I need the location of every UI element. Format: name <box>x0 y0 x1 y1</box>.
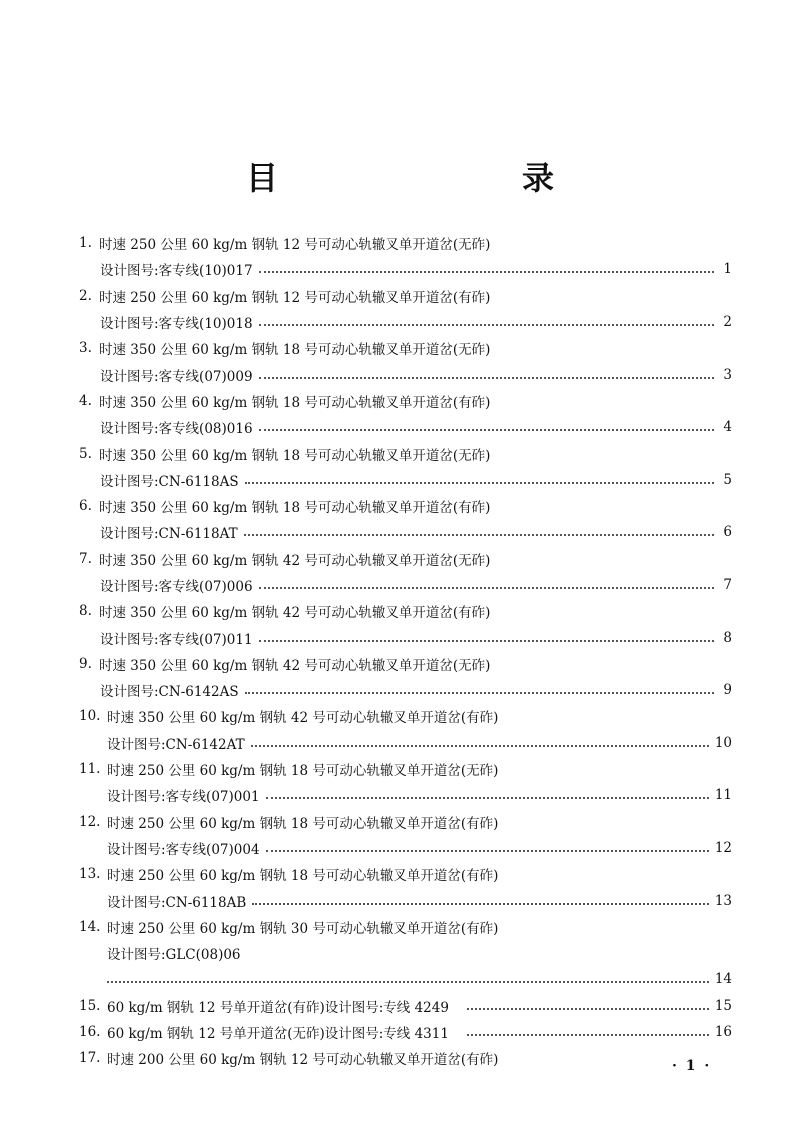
dot-leader <box>251 731 709 747</box>
toc-entry-number: 12. <box>79 813 101 830</box>
dot-leader <box>259 363 714 379</box>
page-number[interactable]: 12 <box>714 839 732 856</box>
toc-entry-drawing <box>79 309 732 335</box>
drawing-number: 设计图号:客专线(07)009 <box>100 368 253 385</box>
toc-entry-number: 13. <box>79 866 101 883</box>
page-number[interactable]: 15 <box>714 997 732 1014</box>
toc-entry-number: 17. <box>79 1050 101 1067</box>
drawing-number: 设计图号:客专线(10)018 <box>100 316 253 333</box>
toc-entry-name[interactable]: 60 kg/m 钢轨 12 号单开道岔(无砟)设计图号:专线 4311 <box>107 1026 449 1043</box>
drawing-number: 设计图号:客专线(07)006 <box>100 579 253 595</box>
toc-entry-number: 16. <box>79 1024 101 1041</box>
page-number[interactable]: 1 <box>723 261 732 278</box>
toc-entry-number: 3. <box>79 340 92 357</box>
toc-entry-name[interactable]: 时速 350 公里 60 kg/m 钢轨 42 号可动心轨辙叉单开道岔(无砟) <box>99 552 491 569</box>
toc-entry-drawing <box>79 256 732 282</box>
page-folio: · 1 · <box>672 1058 712 1074</box>
toc-entry-title <box>79 598 732 624</box>
page-number[interactable]: 5 <box>723 471 732 488</box>
dot-leader <box>259 257 714 273</box>
page-number[interactable]: 14 <box>714 971 732 988</box>
page-number[interactable]: 9 <box>723 682 732 699</box>
toc-entry-title <box>79 861 732 887</box>
dot-leader <box>259 415 714 431</box>
toc-entry-drawing <box>79 677 732 703</box>
toc-entry-name[interactable]: 时速 350 公里 60 kg/m 钢轨 18 号可动心轨辙叉单开道岔(有砟) <box>99 394 491 411</box>
toc-entry-number: 10. <box>79 708 101 725</box>
page-number[interactable]: 11 <box>714 787 732 804</box>
toc-entry-number: 8. <box>79 603 92 620</box>
toc-entry-title <box>79 493 732 519</box>
toc-entry-title <box>79 283 732 309</box>
toc-entry-drawing <box>79 835 732 861</box>
table-of-contents <box>79 230 732 1072</box>
toc-entry-name[interactable]: 时速 250 公里 60 kg/m 钢轨 18 号可动心轨辙叉单开道岔(有砟) <box>107 868 499 885</box>
dot-leader <box>245 678 714 694</box>
toc-entry-name[interactable]: 时速 250 公里 60 kg/m 钢轨 30 号可动心轨辙叉单开道岔(有砟) <box>107 920 499 937</box>
toc-entry-name[interactable]: 时速 250 公里 60 kg/m 钢轨 18 号可动心轨辙叉单开道岔(无砟) <box>107 763 499 780</box>
page-title: 目 录 <box>245 159 614 197</box>
dot-leader <box>259 310 714 326</box>
toc-entry-single <box>79 993 732 1019</box>
drawing-number: 设计图号:客专线(08)016 <box>100 421 253 438</box>
toc-entry-name[interactable]: 时速 350 公里 60 kg/m 钢轨 18 号可动心轨辙叉单开道岔(无砟) <box>99 447 491 464</box>
toc-entry-name[interactable]: 时速 250 公里 60 kg/m 钢轨 12 号可动心轨辙叉单开道岔(有砟) <box>99 289 491 306</box>
toc-entry-number: 11. <box>79 761 101 778</box>
dot-leader <box>245 468 714 484</box>
drawing-number: 设计图号:客专线(10)017 <box>100 263 253 280</box>
toc-entry-number: 9. <box>79 655 92 672</box>
toc-entry-drawing <box>79 730 732 756</box>
toc-entry-name[interactable]: 时速 350 公里 60 kg/m 钢轨 42 号可动心轨辙叉单开道岔(有砟) <box>99 605 491 622</box>
toc-entry-drawing <box>79 414 732 440</box>
drawing-number: 设计图号:CN-6118AS <box>100 473 239 490</box>
page-number[interactable]: 10 <box>714 734 732 751</box>
toc-entry-number: 2. <box>79 287 92 304</box>
toc-entry-number: 4. <box>79 392 92 409</box>
toc-entry-number: 7. <box>79 550 92 567</box>
page-number[interactable]: 7 <box>723 577 732 593</box>
page-number[interactable]: 13 <box>714 892 732 909</box>
toc-entry-title <box>79 914 732 940</box>
toc-entry-title <box>79 809 732 835</box>
drawing-number: 设计图号:CN-6118AT <box>100 526 238 543</box>
toc-entry-name[interactable]: 时速 350 公里 60 kg/m 钢轨 18 号可动心轨辙叉单开道岔(无砟) <box>99 342 491 359</box>
toc-entry-title <box>79 703 732 729</box>
toc-entry-name[interactable]: 时速 350 公里 60 kg/m 钢轨 42 号可动心轨辙叉单开道岔(无砟) <box>99 657 491 674</box>
toc-entry-drawing <box>79 572 732 598</box>
page-number[interactable]: 4 <box>723 419 732 436</box>
toc-entry-drawing <box>79 467 732 493</box>
toc-entry-name[interactable]: 时速 350 公里 60 kg/m 钢轨 42 号可动心轨辙叉单开道岔(有砟) <box>107 710 499 727</box>
toc-entry-drawing <box>79 624 732 650</box>
drawing-number: 设计图号:客专线(07)004 <box>107 841 260 858</box>
toc-entry-number: 5. <box>79 445 92 462</box>
drawing-number: 设计图号:GLC(08)06 <box>107 947 241 964</box>
page-number[interactable]: 2 <box>723 314 732 331</box>
toc-entry-title <box>79 335 732 361</box>
drawing-number: 设计图号:CN-6142AT <box>107 736 245 753</box>
page-number[interactable]: 6 <box>723 524 732 541</box>
dot-leader <box>266 783 709 799</box>
dot-leader <box>244 520 714 536</box>
page-number[interactable]: 8 <box>723 629 732 646</box>
toc-entry-title <box>79 230 732 256</box>
toc-entry-title <box>79 756 732 782</box>
page-number[interactable]: 16 <box>714 1024 732 1041</box>
toc-entry-drawing <box>79 519 732 545</box>
toc-entry-title <box>79 440 732 466</box>
toc-entry-title <box>79 1045 732 1071</box>
toc-entry-number: 14. <box>79 918 101 935</box>
toc-entry-drawing <box>79 940 732 966</box>
dot-leader <box>467 994 709 1010</box>
toc-entry-drawing <box>79 887 732 913</box>
toc-entry-drawing <box>79 782 732 808</box>
toc-entry-title <box>79 651 732 677</box>
toc-entry-number: 1. <box>79 235 92 252</box>
dot-leader <box>252 889 709 905</box>
drawing-number: 设计图号:CN-6142AS <box>100 684 239 701</box>
toc-entry-number: 15. <box>79 997 101 1014</box>
toc-entry-name[interactable]: 时速 200 公里 60 kg/m 钢轨 12 号可动心轨辙叉单开道岔(有砟) <box>107 1052 499 1069</box>
drawing-number: 设计图号:CN-6118AB <box>107 894 247 911</box>
toc-entry-title <box>79 546 732 572</box>
toc-entry-name[interactable]: 时速 250 公里 60 kg/m 钢轨 12 号可动心轨辙叉单开道岔(无砟) <box>99 237 491 254</box>
toc-entry-drawing <box>79 361 732 387</box>
toc-entry-name[interactable]: 时速 250 公里 60 kg/m 钢轨 18 号可动心轨辙叉单开道岔(有砟) <box>107 815 499 832</box>
toc-entry-name[interactable]: 时速 350 公里 60 kg/m 钢轨 18 号可动心轨辙叉单开道岔(有砟) <box>99 500 491 517</box>
dot-leader <box>107 967 709 983</box>
dot-leader <box>259 626 714 642</box>
page-number[interactable]: 3 <box>723 366 732 383</box>
toc-entry-name[interactable]: 60 kg/m 钢轨 12 号单开道岔(有砟)设计图号:专线 4249 <box>107 999 449 1016</box>
toc-entry-page-line <box>79 966 732 992</box>
drawing-number: 设计图号:客专线(07)001 <box>107 789 260 806</box>
dot-leader <box>467 1020 709 1036</box>
toc-entry-title <box>79 388 732 414</box>
dot-leader <box>259 573 714 589</box>
toc-entry-number: 6. <box>79 498 92 515</box>
toc-entry-single <box>79 1019 732 1045</box>
dot-leader <box>266 836 709 852</box>
drawing-number: 设计图号:客专线(07)011 <box>100 631 253 648</box>
